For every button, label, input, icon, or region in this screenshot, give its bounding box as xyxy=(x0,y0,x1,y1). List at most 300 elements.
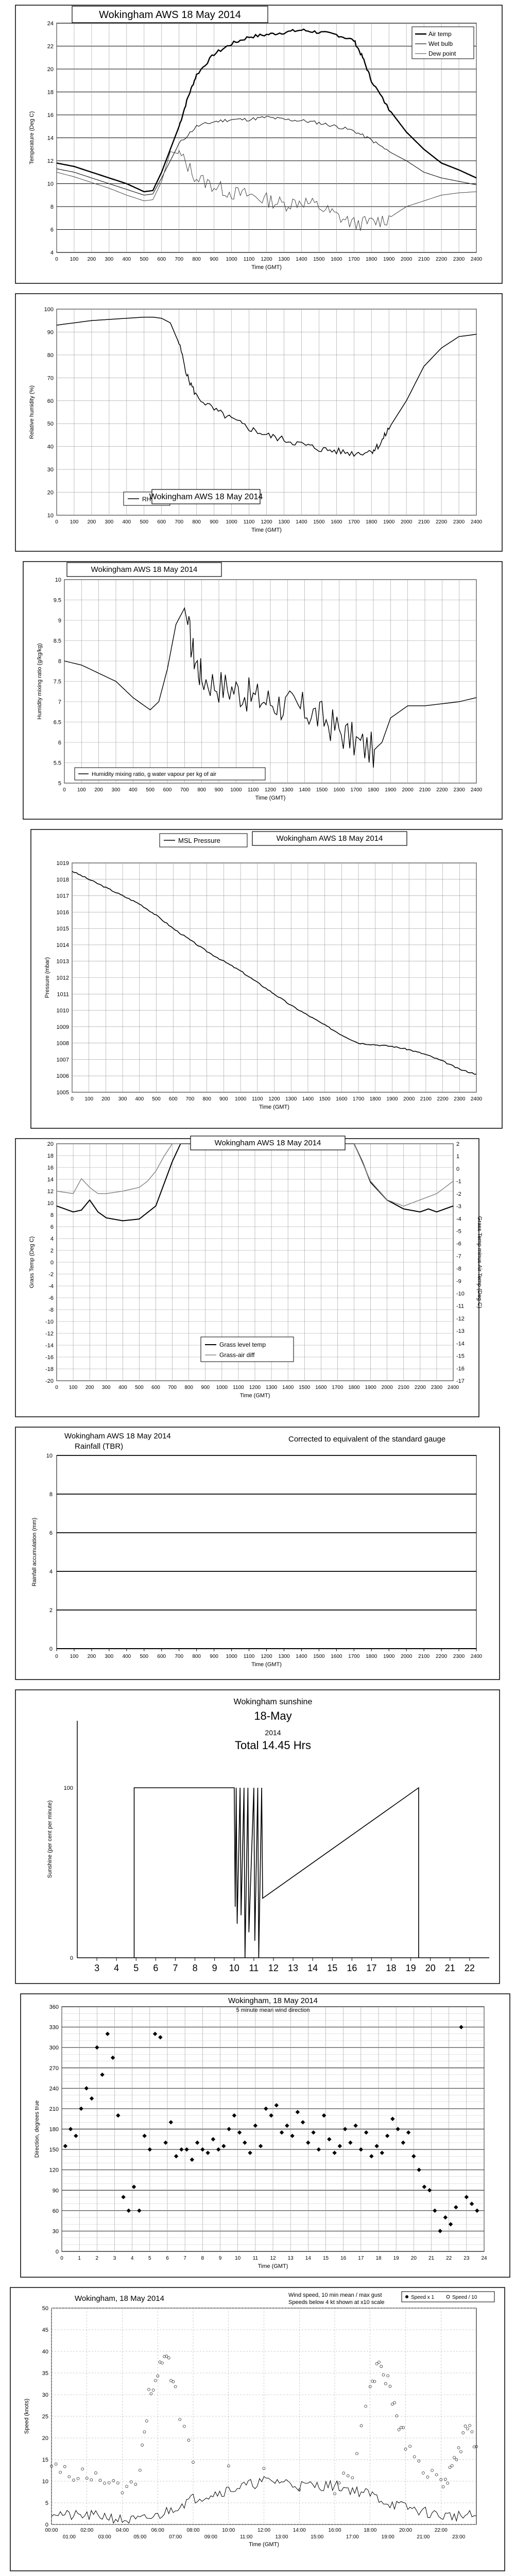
x-tick-label: 1700 xyxy=(348,257,360,262)
y-tick-label: 24 xyxy=(47,21,54,27)
x-tick-label: 500 xyxy=(152,1096,161,1102)
y-tick-label: 5 xyxy=(45,2500,48,2506)
x-tick-label: 2000 xyxy=(401,519,413,525)
y-tick-label: 1018 xyxy=(56,876,69,883)
x-tick-label: 0 xyxy=(55,1385,58,1391)
x-tick-label: 600 xyxy=(157,519,166,525)
x-tick-label: 1200 xyxy=(264,787,277,793)
y2-tick-label: -7 xyxy=(456,1253,461,1260)
x-axis-label: Time (GMT) xyxy=(251,264,282,270)
x-tick-label-top: 06:00 xyxy=(151,2528,164,2533)
x-tick-label: 1600 xyxy=(336,1096,348,1102)
x-tick-label: 200 xyxy=(87,257,96,262)
x-tick-label: 1100 xyxy=(252,1096,263,1102)
y-tick-label: 300 xyxy=(49,2045,59,2052)
x-tick-label: 900 xyxy=(210,1654,218,1659)
x-tick-label-top: 14:00 xyxy=(293,2528,306,2533)
x-tick-label: 5 xyxy=(148,2256,151,2261)
x-tick-label: 3 xyxy=(94,1963,100,1973)
x-tick-label: 1400 xyxy=(282,1385,294,1391)
y-tick-label: 20 xyxy=(47,1141,54,1147)
x-tick-label-top: 18:00 xyxy=(364,2528,377,2533)
y-tick-label: 6 xyxy=(50,227,54,233)
x-tick-label: 100 xyxy=(70,519,79,525)
y2-tick-label: 1 xyxy=(456,1154,460,1160)
y-tick-label: 60 xyxy=(52,2208,59,2214)
x-tick-label: 7 xyxy=(183,2256,186,2261)
y-tick-label: 4 xyxy=(49,1569,53,1575)
x-tick-label: 1000 xyxy=(230,787,242,793)
x-tick-label: 400 xyxy=(118,1385,127,1391)
y-tick-label: 90 xyxy=(52,2188,59,2194)
x-tick-label: 13 xyxy=(287,2256,294,2261)
y-tick-label: 7.5 xyxy=(53,679,61,685)
x-tick-label: 1800 xyxy=(366,1654,377,1659)
x-tick-label: 2100 xyxy=(418,257,430,262)
y-tick-label: 1006 xyxy=(56,1073,69,1080)
x-tick-label: 1400 xyxy=(299,787,311,793)
chart-title: Wokingham, 18 May 2014 xyxy=(228,1996,318,2005)
y-tick-label: 100 xyxy=(63,1785,73,1791)
x-tick-label: 300 xyxy=(101,1385,111,1391)
chart-humidity-mixing-ratio xyxy=(0,556,515,824)
legend-label: Grass-air diff xyxy=(219,1351,255,1359)
x-tick-label: 600 xyxy=(163,787,172,793)
chart-grass-temperature xyxy=(0,1133,515,1422)
x-tick-label: 18 xyxy=(386,1963,397,1973)
y2-tick-label: -2 xyxy=(456,1191,461,1197)
x-axis-label: Time (GMT) xyxy=(259,1104,289,1110)
x-tick-label: 400 xyxy=(122,257,131,262)
x-tick-label: 0 xyxy=(60,2256,63,2261)
x-tick-label: 1100 xyxy=(243,1654,255,1659)
y-tick-label: 4 xyxy=(50,250,54,256)
x-tick-label: 200 xyxy=(94,787,104,793)
x-tick-label: 2200 xyxy=(414,1385,426,1391)
x-tick-label: 1900 xyxy=(365,1385,376,1391)
y2-tick-label: -8 xyxy=(456,1266,461,1273)
y-tick-label: 6 xyxy=(50,1224,54,1230)
x-tick-label: 2400 xyxy=(470,787,483,793)
x-tick-label: 2300 xyxy=(431,1385,443,1391)
x-tick-label: 0 xyxy=(63,787,66,793)
x-tick-label: 1 xyxy=(78,2256,81,2261)
x-tick-label: 2300 xyxy=(453,787,465,793)
y-tick-label: 50 xyxy=(42,2306,48,2312)
y-tick-label: 1019 xyxy=(56,860,69,867)
chart-subtitle: Wind speed, 10 min mean / max gust xyxy=(288,2292,382,2298)
chart-sunshine xyxy=(0,1685,515,1989)
x-tick-label: 1100 xyxy=(247,787,259,793)
x-tick-label: 100 xyxy=(84,1096,94,1102)
x-tick-label: 1500 xyxy=(313,519,325,525)
x-tick-label: 20 xyxy=(425,1963,436,1973)
x-tick-label: 1700 xyxy=(348,1654,360,1659)
y-axis-label: Speed (knots) xyxy=(24,2398,30,2434)
y-tick-label: 90 xyxy=(47,329,54,336)
chart-year: 2014 xyxy=(265,1728,281,1737)
x-tick-label: 1800 xyxy=(367,787,380,793)
y-tick-label: 1010 xyxy=(56,1008,69,1014)
x-tick-label: 1800 xyxy=(369,1096,381,1102)
x-tick-label: 800 xyxy=(197,787,207,793)
y-tick-label: 1012 xyxy=(56,975,69,981)
y-tick-label: 40 xyxy=(42,2349,48,2355)
y-tick-label: -18 xyxy=(45,1366,54,1372)
x-tick-label: 2000 xyxy=(401,1654,413,1659)
y-tick-label: -14 xyxy=(45,1343,54,1349)
y-axis-label: Grass Temp (Deg C) xyxy=(29,1236,35,1289)
x-tick-label: 300 xyxy=(111,787,121,793)
panel-frame xyxy=(15,1690,500,1984)
x-tick-label: 1500 xyxy=(313,257,325,262)
x-tick-label: 400 xyxy=(135,1096,144,1102)
x-tick-label: 100 xyxy=(77,787,86,793)
y2-tick-label: -15 xyxy=(456,1353,465,1360)
x-tick-label: 2400 xyxy=(470,257,483,262)
chart-air-temperature xyxy=(0,0,515,289)
y-tick-label: 2 xyxy=(50,1248,54,1254)
x-tick-label: 0 xyxy=(71,1096,74,1102)
x-tick-label: 2300 xyxy=(453,519,465,525)
x-tick-label: 2400 xyxy=(470,1096,483,1102)
x-tick-label: 1300 xyxy=(278,519,290,525)
y-tick-label: 1014 xyxy=(56,942,69,948)
y-tick-label: 270 xyxy=(49,2065,59,2072)
y-axis-label: Rainfall accumulation (mm) xyxy=(31,1517,38,1587)
x-tick-label: 700 xyxy=(175,519,184,525)
x-tick-label: 9 xyxy=(218,2256,222,2261)
x-tick-label: 19 xyxy=(405,1963,416,1973)
x-tick-label: 22 xyxy=(464,1963,475,1973)
x-tick-label: 1000 xyxy=(216,1385,228,1391)
x-tick-label: 1800 xyxy=(366,519,377,525)
x-tick-label: 1500 xyxy=(313,1654,325,1659)
x-tick-label: 12 xyxy=(268,1963,279,1973)
x-tick-label: 500 xyxy=(146,787,155,793)
y-tick-label: 12 xyxy=(47,1189,54,1195)
x-tick-label-bottom: 05:00 xyxy=(133,2534,147,2540)
y-tick-label: 30 xyxy=(42,2392,48,2398)
x-tick-label: 2300 xyxy=(453,257,465,262)
x-tick-label: 700 xyxy=(175,257,184,262)
y-tick-label: 5.5 xyxy=(53,760,61,767)
y2-tick-label: 0 xyxy=(456,1166,460,1173)
x-tick-label: 1600 xyxy=(331,257,342,262)
y-tick-label: -12 xyxy=(45,1331,54,1337)
y-tick-label: 1005 xyxy=(56,1090,69,1096)
x-axis-label: Time (GMT) xyxy=(251,1662,282,1668)
y-tick-label: 180 xyxy=(49,2126,59,2133)
y-tick-label: 30 xyxy=(52,2228,59,2235)
x-tick-label: 1900 xyxy=(383,519,395,525)
x-tick-label: 400 xyxy=(128,787,138,793)
y-tick-label: 10 xyxy=(46,1453,53,1459)
y-tick-label: 6.5 xyxy=(53,719,61,726)
x-tick-label: 1000 xyxy=(226,1654,237,1659)
x-tick-label: 0 xyxy=(55,257,58,262)
y-tick-label: 20 xyxy=(47,66,54,73)
x-tick-label: 600 xyxy=(157,1654,166,1659)
x-tick-label: 1900 xyxy=(386,1096,398,1102)
x-tick-label: 1700 xyxy=(350,787,362,793)
x-tick-label-top: 04:00 xyxy=(115,2528,129,2533)
y-tick-label: 0 xyxy=(50,1260,54,1266)
x-tick-label: 17 xyxy=(358,2256,364,2261)
y-tick-label: 2 xyxy=(49,1607,53,1614)
x-tick-label-top: 00:00 xyxy=(45,2528,58,2533)
x-tick-label: 700 xyxy=(168,1385,177,1391)
y-tick-label: -2 xyxy=(48,1272,54,1278)
x-tick-label: 600 xyxy=(151,1385,160,1391)
x-tick-label: 1100 xyxy=(243,519,255,525)
x-tick-label: 10 xyxy=(229,1963,239,1973)
y-tick-label: 8 xyxy=(50,1212,54,1218)
x-tick-label: 900 xyxy=(210,519,218,525)
x-tick-label: 1300 xyxy=(285,1096,297,1102)
y-tick-label: 70 xyxy=(47,375,54,382)
x-tick-label: 200 xyxy=(87,519,96,525)
x-tick-label: 2200 xyxy=(435,1654,448,1659)
y-axis-label: Sunshine (per cent per minute) xyxy=(47,1800,53,1878)
y-tick-label: 1007 xyxy=(56,1057,69,1063)
x-tick-label: 22 xyxy=(446,2256,452,2261)
x-tick-label: 1700 xyxy=(332,1385,344,1391)
x-tick-label: 3 xyxy=(113,2256,116,2261)
y-tick-label: 25 xyxy=(42,2414,48,2420)
x-tick-label: 1300 xyxy=(265,1385,278,1391)
x-tick-label: 16 xyxy=(347,1963,357,1973)
x-axis-label: Time (GMT) xyxy=(258,2263,288,2269)
y2-tick-label: -5 xyxy=(456,1228,461,1235)
chart-title: Wokingham AWS 18 May 2014 xyxy=(214,1139,321,1147)
y-tick-label: 18 xyxy=(47,89,54,96)
chart-wind-direction xyxy=(0,1989,515,2282)
chart-title: Wokingham AWS 18 May 2014 xyxy=(149,493,263,501)
x-tick-label: 700 xyxy=(180,787,189,793)
y-tick-label: 330 xyxy=(49,2024,59,2031)
y-tick-label: 9 xyxy=(58,618,61,624)
y2-axis-label: Grass Temp minus Air Temp (Deg C) xyxy=(476,1216,483,1309)
x-tick-label: 2200 xyxy=(435,257,448,262)
x-tick-label: 21 xyxy=(428,2256,435,2261)
x-tick-label: 1600 xyxy=(331,1654,342,1659)
x-tick-label: 1600 xyxy=(331,519,342,525)
x-tick-label: 1200 xyxy=(261,257,272,262)
chart-title: Wokingham AWS 18 May 2014 xyxy=(91,565,198,574)
x-tick-label-top: 10:00 xyxy=(222,2528,235,2533)
y-tick-label: 0 xyxy=(45,2522,48,2528)
x-tick-label: 1500 xyxy=(319,1096,331,1102)
y-tick-label: -6 xyxy=(48,1295,54,1301)
x-tick-label: 20 xyxy=(410,2256,417,2261)
x-tick-label: 900 xyxy=(210,257,218,262)
x-tick-label: 19 xyxy=(393,2256,399,2261)
y2-tick-label: -10 xyxy=(456,1291,465,1297)
x-tick-label: 7 xyxy=(173,1963,178,1973)
y-tick-label: 9.5 xyxy=(53,597,61,604)
x-tick-label: 2200 xyxy=(437,1096,449,1102)
x-tick-label: 1000 xyxy=(226,257,237,262)
x-tick-label: 600 xyxy=(157,257,166,262)
chart-title: Wokingham AWS 18 May 2014 xyxy=(64,1432,171,1440)
x-tick-label: 1900 xyxy=(383,257,395,262)
y-tick-label: 80 xyxy=(47,352,54,359)
y2-tick-label: -16 xyxy=(456,1365,465,1372)
y-tick-label: 150 xyxy=(49,2147,59,2154)
x-tick-label: 23 xyxy=(464,2256,470,2261)
y-tick-label: 1017 xyxy=(56,893,69,900)
x-tick-label: 2400 xyxy=(470,519,483,525)
x-tick-label: 500 xyxy=(135,1385,144,1391)
y-tick-label: 1016 xyxy=(56,909,69,916)
y-tick-label: 8 xyxy=(49,1492,53,1498)
x-tick-label-top: 22:00 xyxy=(434,2528,448,2533)
x-tick-label: 1400 xyxy=(302,1096,314,1102)
x-tick-label: 1500 xyxy=(299,1385,311,1391)
x-tick-label: 700 xyxy=(175,1654,184,1659)
x-tick-label: 1000 xyxy=(226,519,237,525)
chart-rainfall xyxy=(0,1422,515,1685)
x-tick-label: 200 xyxy=(85,1385,94,1391)
y-tick-label: 120 xyxy=(49,2167,59,2174)
y2-tick-label: -12 xyxy=(456,1315,465,1322)
y-tick-label: -4 xyxy=(48,1283,54,1290)
x-tick-label-bottom: 15:00 xyxy=(311,2534,324,2540)
y-tick-label: 1011 xyxy=(57,991,69,998)
x-tick-label: 17 xyxy=(366,1963,377,1973)
x-tick-label: 1800 xyxy=(366,257,377,262)
y-tick-label: 14 xyxy=(47,1177,54,1183)
x-tick-label: 16 xyxy=(340,2256,347,2261)
y-tick-label: 22 xyxy=(47,43,54,50)
x-tick-label: 800 xyxy=(192,1654,201,1659)
x-tick-label: 100 xyxy=(70,1654,79,1659)
x-tick-label: 2100 xyxy=(398,1385,409,1391)
x-tick-label-top: 08:00 xyxy=(186,2528,200,2533)
x-tick-label: 800 xyxy=(192,257,201,262)
x-tick-label: 500 xyxy=(140,519,149,525)
legend-label: Air temp xyxy=(428,30,452,38)
y-tick-label: 20 xyxy=(42,2435,48,2442)
chart-wind-speed xyxy=(0,2282,515,2576)
x-tick-label: 300 xyxy=(105,257,114,262)
y2-tick-label: -3 xyxy=(456,1204,461,1210)
y-tick-label: 10 xyxy=(47,513,54,519)
x-tick-label: 6 xyxy=(153,1963,159,1973)
y-tick-label: -10 xyxy=(45,1319,54,1325)
y2-tick-label: -6 xyxy=(456,1241,461,1247)
y-axis-label: Pressure (mbar) xyxy=(44,957,50,998)
y-tick-label: 210 xyxy=(49,2106,59,2112)
x-tick-label: 14 xyxy=(305,2256,311,2261)
y-tick-label: 1015 xyxy=(56,926,69,933)
x-tick-label: 5 xyxy=(133,1963,139,1973)
legend-swatch xyxy=(405,2295,408,2298)
y-tick-label: 1009 xyxy=(56,1024,69,1030)
x-tick-label: 8 xyxy=(201,2256,204,2261)
x-tick-label: 14 xyxy=(307,1963,318,1973)
x-tick-label: 9 xyxy=(212,1963,217,1973)
x-tick-label: 1900 xyxy=(383,1654,395,1659)
y-tick-label: 4 xyxy=(50,1236,54,1242)
x-tick-label: 4 xyxy=(114,1963,119,1973)
y-tick-label: -16 xyxy=(45,1354,54,1361)
chart-title: Wokingham AWS 18 May 2014 xyxy=(276,834,383,843)
y-axis-label: Humidity mixing ratio (g/kg/kg) xyxy=(37,643,43,720)
x-tick-label: 600 xyxy=(168,1096,178,1102)
y-tick-label: 12 xyxy=(47,158,54,164)
legend-label: Wet bulb xyxy=(428,40,453,47)
x-tick-label-bottom: 07:00 xyxy=(169,2534,182,2540)
x-tick-label: 300 xyxy=(105,1654,114,1659)
x-tick-label: 11 xyxy=(249,1963,259,1973)
legend-label: Grass level temp xyxy=(219,1341,266,1348)
y-axis-label: Temperature (Deg C) xyxy=(29,111,35,165)
y-tick-label: -8 xyxy=(48,1307,54,1313)
x-tick-label: 10 xyxy=(235,2256,241,2261)
x-tick-label: 800 xyxy=(202,1096,212,1102)
x-tick-label: 900 xyxy=(201,1385,210,1391)
x-tick-label: 1900 xyxy=(385,787,397,793)
x-tick-label-bottom: 21:00 xyxy=(417,2534,430,2540)
x-tick-label: 4 xyxy=(130,2256,134,2261)
x-tick-label: 1600 xyxy=(315,1385,327,1391)
y-tick-label: 5 xyxy=(58,781,61,787)
x-tick-label: 11 xyxy=(252,2256,259,2261)
y-tick-label: 15 xyxy=(42,2457,48,2463)
x-tick-label: 2100 xyxy=(419,787,431,793)
y-tick-label: 8.5 xyxy=(53,638,61,645)
chart-date: 18-May xyxy=(254,1709,292,1722)
x-tick-label: 1200 xyxy=(268,1096,280,1102)
y-tick-label: 20 xyxy=(47,489,54,496)
y-tick-label: 10 xyxy=(55,577,61,583)
x-tick-label-top: 12:00 xyxy=(257,2528,271,2533)
y2-tick-label: -14 xyxy=(456,1341,465,1347)
y-tick-label: 40 xyxy=(47,444,54,450)
x-tick-label: 1200 xyxy=(249,1385,261,1391)
y-tick-label: 10 xyxy=(42,2479,48,2485)
x-tick-label: 2100 xyxy=(418,1654,430,1659)
x-tick-label-top: 20:00 xyxy=(399,2528,413,2533)
x-tick-label: 1800 xyxy=(348,1385,360,1391)
y-tick-label: 50 xyxy=(47,421,54,428)
y-tick-label: 100 xyxy=(44,307,54,313)
y-tick-label: 8 xyxy=(58,658,61,665)
x-tick-label: 2000 xyxy=(381,1385,393,1391)
x-tick-label: 18 xyxy=(375,2256,382,2261)
y-tick-label: 0 xyxy=(70,1955,73,1961)
x-tick-label: 24 xyxy=(481,2256,487,2261)
chart-relative-humidity xyxy=(0,289,515,556)
y-tick-label: 35 xyxy=(42,2370,48,2377)
x-axis-label: Time (GMT) xyxy=(251,527,282,533)
x-tick-label: 300 xyxy=(118,1096,127,1102)
x-tick-label: 1300 xyxy=(282,787,294,793)
x-tick-label-top: 16:00 xyxy=(328,2528,341,2533)
y-tick-label: 14 xyxy=(47,135,54,142)
y-tick-label: 1008 xyxy=(56,1040,69,1047)
x-tick-label: 13 xyxy=(288,1963,299,1973)
chart-title: Wokingham, 18 May 2014 xyxy=(75,2294,164,2303)
y2-tick-label: 2 xyxy=(456,1141,460,1147)
x-tick-label: 2000 xyxy=(402,787,414,793)
y2-tick-label: -13 xyxy=(456,1328,465,1335)
x-tick-label: 900 xyxy=(214,787,224,793)
x-axis-label: Time (GMT) xyxy=(249,2541,279,2548)
y-tick-label: 16 xyxy=(47,1165,54,1171)
